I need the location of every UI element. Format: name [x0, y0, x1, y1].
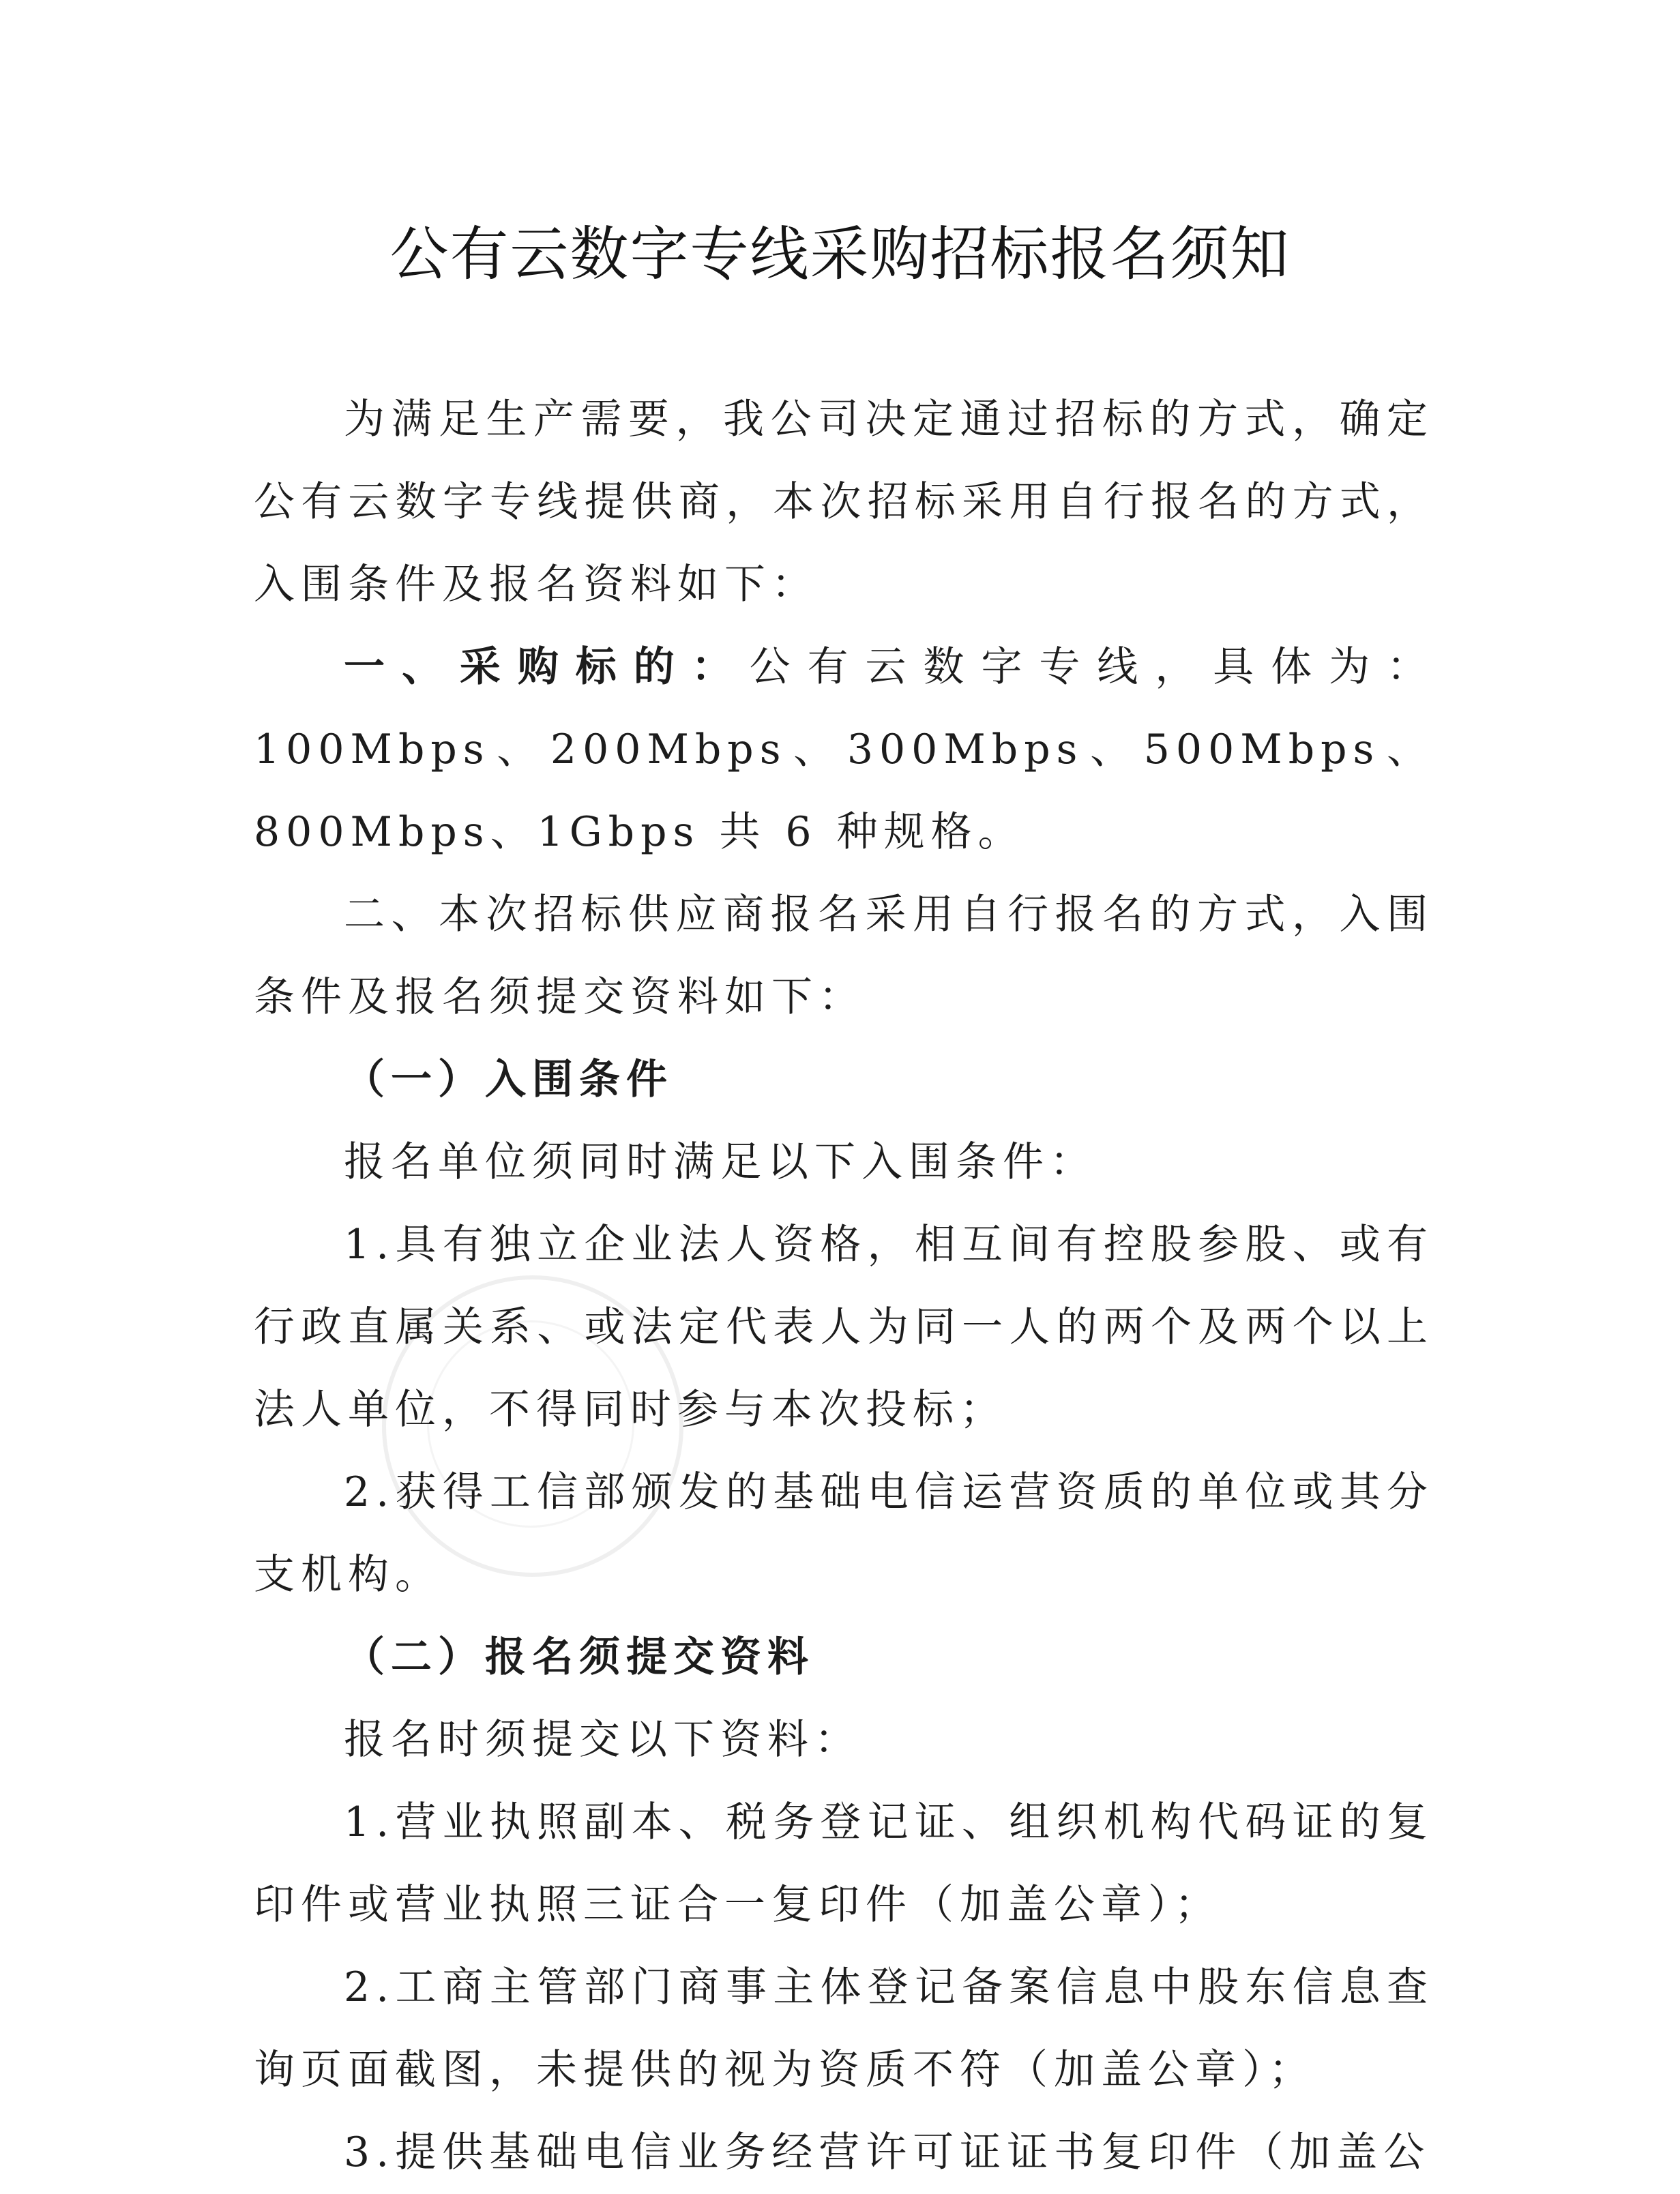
subsection-1-item-1: 1.具有独立企业法人资格，相互间有控股参股、或有行政直属关系、或法定代表人为同一人的两个及两个以上法人单位，不得同时参与本次投标；	[254, 1221, 1434, 1434]
subsection-1-heading: （一）入围条件	[344, 1056, 673, 1103]
subsection-1-item-2: 2.获得工信部颁发的基础电信运营资质的单位或其分支机构。	[254, 1468, 1434, 1599]
document-body	[254, 379, 1434, 2194]
section-1-label: 一、采购标的：	[344, 643, 750, 691]
section-2-paragraph: 二、本次招标供应商报名采用自行报名的方式，入围条件及报名须提交资料如下：	[254, 891, 1434, 1021]
intro-paragraph: 为满足生产需要，我公司决定通过招标的方式，确定公有云数字专线提供商，本次招标采用自行报名的方式，入围条件及报名资料如下：	[254, 396, 1434, 608]
subsection-2-heading: （二）报名须提交资料	[344, 1633, 814, 1681]
subsection-2-item-1: 1.营业执照副本、税务登记证、组织机构代码证的复印件或营业执照三证合一复印件（加盖公章）；	[254, 1798, 1434, 1929]
subsection-1-lead: 报名单位须同时满足以下入围条件：	[344, 1138, 1097, 1186]
subsection-2-lead: 报名时须提交以下资料：	[344, 1716, 861, 1764]
section-1-text: 公有云数字专线，具体为：100Mbps、200Mbps、300Mbps、500Mbps、800Mbps、1Gbps 共 6 种规格。	[254, 643, 1434, 856]
section-1-paragraph	[254, 626, 1434, 874]
page-title: 公有云数字专线采购招标报名须知	[389, 220, 1291, 288]
subsection-2-item-3: 3.提供基础电信业务经营许可证证书复印件（加盖公	[344, 2129, 1431, 2176]
subsection-2-item-2: 2.工商主管部门商事主体登记备案信息中股东信息查询页面截图，未提供的视为资质不符（加盖公章）；	[254, 1963, 1434, 2094]
